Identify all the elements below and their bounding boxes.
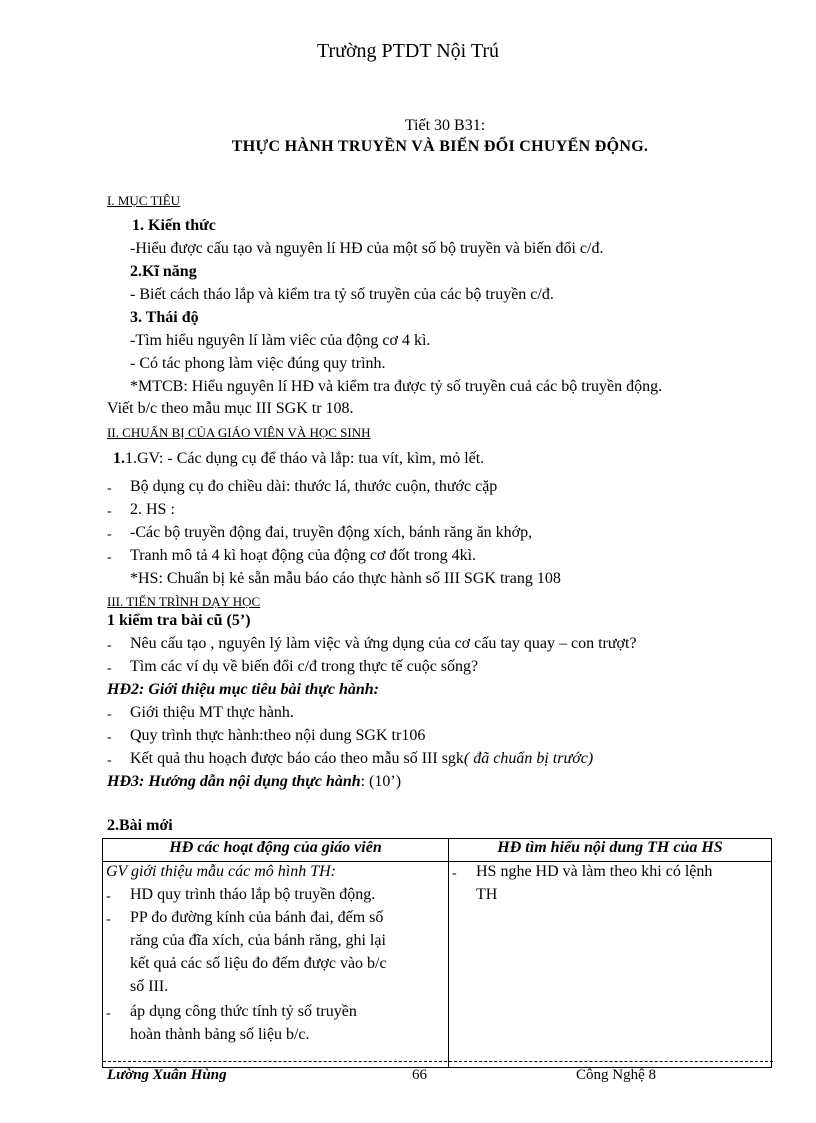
knowledge-text: -Hiểu được cấu tạo và nguyên lí HĐ của một số bộ truyền và biến đổi c/đ.	[130, 240, 604, 257]
student-item-line-1: HS nghe HD và làm theo khi có lệnh	[476, 863, 713, 880]
footer-author: Lường Xuân Hùng	[107, 1067, 227, 1083]
attitude-text-1: -Tìm hiểu nguyên lí làm viêc của động cơ 4 kì.	[130, 332, 431, 349]
table-row	[103, 862, 772, 1068]
bullet-icon: -	[107, 504, 112, 519]
teacher-item-3-line-1: áp dụng công thức tính tỷ số truyền	[130, 1003, 357, 1020]
activity-table	[102, 838, 772, 1068]
bullet-icon: -	[107, 661, 112, 676]
school-header: Trường PTDT Nội Trú	[316, 40, 500, 62]
prep-item-4: Tranh mô tả 4 kì hoạt động của động cơ đốt trong 4kì.	[130, 547, 477, 564]
lesson-title: THỰC HÀNH TRUYỀN VÀ BIẾN ĐỔI CHUYỂN ĐỘNG.	[231, 138, 649, 155]
teacher-item-2-line-1: PP đo đường kính của bánh đai, đếm số	[130, 909, 384, 926]
prep-item-3: -Các bộ truyền động đai, truyền động xích, bánh răng ăn khớp,	[130, 524, 533, 541]
table-header-row	[103, 839, 772, 862]
prep-item-1: Bộ dụng cụ đo chiều dài: thước lá, thước cuộn, thước cặp	[130, 478, 498, 495]
hd2-result-text: Kết quả thu hoạch được báo cáo theo mẫu số III sgk	[130, 750, 464, 767]
bullet-icon: -	[107, 550, 112, 565]
col1-header: HĐ các hoạt động của giáo viên	[103, 839, 449, 862]
footer-divider	[103, 1061, 773, 1062]
mtcb-line-1: *MTCB: Hiểu nguyên lí HĐ và kiểm tra được tỷ số truyền cuả các bộ truyền động.	[130, 378, 663, 395]
bullet-icon: -	[107, 527, 112, 542]
bullet-icon: -	[107, 707, 112, 722]
gv-preparation: 1.1.GV: - Các dụng cụ để tháo và lắp: tua vít, kìm, mỏ lết.	[113, 450, 485, 467]
student-item-line-2: TH	[476, 886, 498, 903]
hd2-result-note: ( đã chuẩn bị trước)	[463, 750, 594, 767]
student-activity-cell	[449, 862, 772, 1068]
teacher-item-3-line-2: hoàn thành bảng số liệu b/c.	[130, 1026, 310, 1043]
lesson-code: Tiết 30 B31:	[404, 117, 486, 134]
footer-subject: Công Nghệ 8	[576, 1067, 656, 1083]
hs-note: *HS: Chuẩn bị kẻ sẵn mẫu báo cáo thực hành số III SGK trang 108	[130, 570, 561, 587]
section-1-heading: I. MỤC TIÊU	[107, 193, 181, 208]
hd2-item-2: Quy trình thực hành:theo nội dung SGK tr106	[130, 727, 426, 744]
teacher-intro: GV giới thiệu mẫu các mô hình TH:	[106, 863, 336, 880]
bullet-icon: -	[107, 481, 112, 496]
hd2-item-1: Giới thiệu MT thực hành.	[130, 704, 294, 721]
hd3-time: : (10’)	[360, 773, 402, 790]
skill-title: 2.Kĩ năng	[130, 263, 197, 280]
gv-preparation-text: 1.GV: - Các dụng cụ để tháo và lắp: tua vít, kìm, mỏ lết.	[125, 450, 485, 467]
bullet-icon: -	[452, 866, 457, 881]
col2-header: HĐ tìm hiểu nội dung TH của HS	[449, 839, 772, 862]
teacher-activity-cell	[103, 862, 449, 1068]
old-check-title: 1 kiểm tra bài cũ (5’)	[107, 612, 251, 629]
hd2-title: HĐ2: Giới thiệu mục tiêu bài thực hành:	[107, 681, 379, 698]
bullet-icon: -	[107, 753, 112, 768]
old-check-item-1: Nêu cấu tạo , nguyên lý làm việc và ứng dụng của cơ cấu tay quay – con trượt?	[130, 635, 637, 652]
prep-item-2: 2. HS :	[130, 501, 175, 518]
teacher-item-2-line-2: răng của đĩa xích, của bánh răng, ghi lại	[130, 932, 386, 949]
hd3-title: HĐ3: Hướng dẫn nội dụng thực hành	[107, 773, 361, 790]
teacher-item-2-line-4: số III.	[130, 978, 169, 995]
hd2-result	[130, 750, 593, 768]
hd3-heading	[107, 773, 401, 791]
teacher-item-1: HD quy trình tháo lắp bộ truyền động.	[130, 886, 376, 903]
bullet-icon: -	[107, 638, 112, 653]
bullet-icon: -	[106, 1006, 111, 1021]
skill-text: - Biết cách tháo lắp và kiểm tra tỷ số truyền của các bộ truyền c/đ.	[130, 286, 554, 303]
knowledge-title: 1. Kiến thức	[132, 217, 216, 234]
mtcb-line-2: Viết b/c theo mẫu mục III SGK tr 108.	[107, 400, 354, 417]
bullet-icon: -	[106, 889, 111, 904]
section-3-heading: III. TIẾN TRÌNH DẠY HỌC	[107, 594, 261, 609]
bullet-icon: -	[106, 912, 111, 927]
attitude-title: 3. Thái độ	[130, 309, 199, 326]
new-lesson-title: 2.Bài mới	[107, 817, 173, 834]
teacher-item-2-line-3: kết quả các số liệu đo đếm được vào b/c	[130, 955, 387, 972]
bullet-icon: -	[107, 730, 112, 745]
old-check-item-2: Tìm các ví dụ về biến đổi c/đ trong thực tế cuộc sống?	[130, 658, 479, 675]
footer-page-number: 66	[412, 1067, 427, 1083]
section-2-heading: II. CHUẨN BỊ CỦA GIÁO VIÊN VÀ HỌC SINH	[107, 425, 371, 440]
attitude-text-2: - Có tác phong làm việc đúng quy trình.	[130, 355, 386, 372]
